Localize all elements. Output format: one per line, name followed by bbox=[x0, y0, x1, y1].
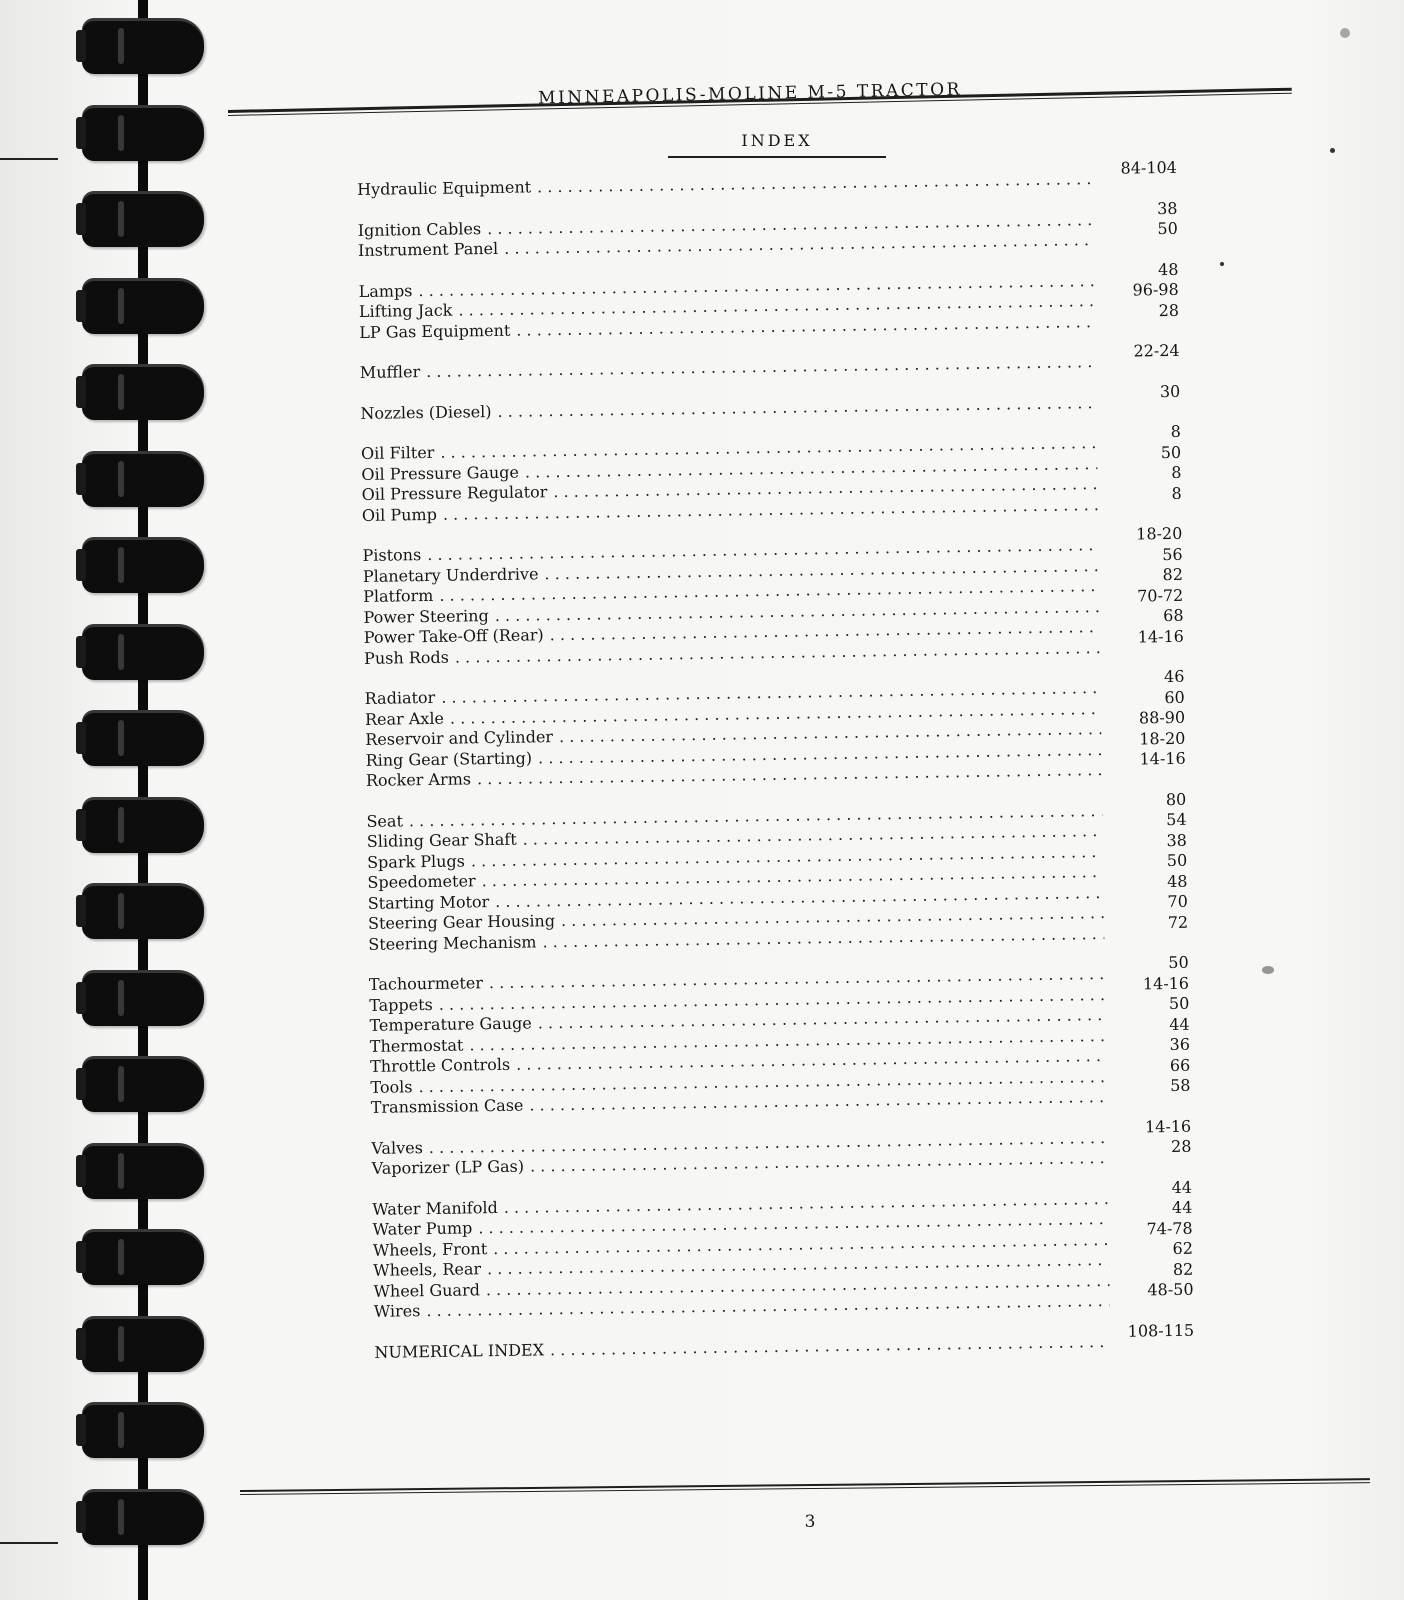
index-page-ref: 38 bbox=[1166, 830, 1188, 850]
index-page-ref: 36 bbox=[1169, 1034, 1191, 1055]
index-term: NUMERICAL INDEX bbox=[374, 1339, 545, 1362]
index-page-ref: 88-90 bbox=[1138, 707, 1186, 728]
index-term: Wires bbox=[373, 1301, 421, 1321]
index-term: Rocker Arms bbox=[365, 769, 472, 790]
binding-coil bbox=[82, 537, 204, 593]
index-page-ref: 50 bbox=[1168, 993, 1190, 1014]
paper-speck bbox=[1330, 148, 1335, 153]
paper-speck bbox=[1340, 28, 1350, 38]
binding-coil bbox=[82, 1316, 204, 1372]
index-term: Wheels, Front bbox=[372, 1238, 488, 1260]
index-term: Ring Gear (Starting) bbox=[365, 747, 533, 770]
dot-leader bbox=[537, 169, 1093, 198]
index-letter-group bbox=[357, 198, 1179, 261]
index-page-ref: 70 bbox=[1167, 891, 1188, 912]
index-letter-group bbox=[357, 157, 1178, 201]
index-letter-group bbox=[368, 952, 1191, 1119]
index-term: Instrument Panel bbox=[357, 238, 499, 260]
index-term: Tools bbox=[370, 1076, 413, 1097]
index-entry bbox=[357, 157, 1178, 201]
index-term: Wheels, Rear bbox=[373, 1259, 482, 1280]
index-page-ref: 54 bbox=[1166, 809, 1187, 830]
index-letter-group bbox=[362, 523, 1184, 669]
index-page-ref: 22-24 bbox=[1133, 340, 1180, 361]
index-term: Thermostat bbox=[369, 1035, 464, 1056]
index-term: Seat bbox=[366, 810, 404, 831]
index-page-ref: 14-16 bbox=[1137, 626, 1184, 646]
index-term: Speedometer bbox=[367, 871, 476, 892]
index-page-ref: 14-16 bbox=[1142, 973, 1190, 993]
index-term: Planetary Underdrive bbox=[362, 563, 539, 586]
index-page-ref: 68 bbox=[1163, 605, 1184, 626]
index-term: Water Manifold bbox=[372, 1197, 498, 1219]
index-letter-group bbox=[364, 666, 1186, 792]
index-page-ref: 58 bbox=[1170, 1075, 1191, 1096]
index-page-ref: 14-16 bbox=[1144, 1116, 1192, 1136]
index-page-ref: 48 bbox=[1166, 871, 1188, 891]
index-letter-group bbox=[358, 259, 1180, 343]
index-page-ref: 50 bbox=[1166, 850, 1188, 871]
index-term: Pistons bbox=[362, 545, 422, 565]
index-term: Push Rods bbox=[363, 647, 450, 668]
index-letter-group bbox=[359, 340, 1180, 384]
index-page-ref: 48 bbox=[1157, 259, 1179, 279]
index-list bbox=[357, 157, 1195, 1383]
index-page-ref: 50 bbox=[1157, 218, 1178, 239]
binding-coil bbox=[82, 278, 204, 334]
index-term: Tappets bbox=[369, 994, 433, 1015]
index-letter-group bbox=[360, 421, 1182, 526]
index-letter-group bbox=[371, 1116, 1192, 1179]
index-term: Starting Motor bbox=[367, 891, 490, 913]
binding-coil bbox=[82, 1229, 204, 1285]
index-term: Oil Pressure Regulator bbox=[361, 482, 548, 504]
index-page-ref: 82 bbox=[1162, 564, 1184, 585]
index-heading: INDEX bbox=[668, 131, 886, 158]
index-term: Steering Gear Housing bbox=[367, 911, 556, 933]
index-page-ref: 60 bbox=[1164, 687, 1185, 707]
paper-speck bbox=[1220, 262, 1224, 266]
index-entry bbox=[374, 1320, 1195, 1363]
index-term: Oil Pressure Gauge bbox=[361, 462, 520, 484]
index-term: Radiator bbox=[364, 687, 436, 708]
binding-coil bbox=[82, 797, 204, 853]
running-title: MINNEAPOLIS-MOLINE M-5 TRACTOR bbox=[537, 79, 963, 109]
numerical-index-group bbox=[374, 1320, 1195, 1363]
index-page-ref: 30 bbox=[1159, 381, 1181, 401]
index-page-ref: 72 bbox=[1167, 912, 1189, 932]
index-page-ref: 70-72 bbox=[1136, 585, 1184, 605]
index-page-ref: 8 bbox=[1171, 462, 1182, 482]
previous-page-edge-bottom bbox=[0, 1542, 58, 1544]
binding-coil bbox=[82, 191, 204, 247]
index-term: Rear Axle bbox=[364, 708, 445, 729]
index-page-ref: 46 bbox=[1163, 666, 1185, 687]
index-page-ref: 28 bbox=[1170, 1136, 1192, 1157]
index-page-ref: 96-98 bbox=[1132, 279, 1179, 300]
index-term: Oil Filter bbox=[360, 442, 435, 463]
index-term: Water Pump bbox=[372, 1218, 473, 1239]
index-term: Reservoir and Cylinder bbox=[365, 727, 554, 749]
index-page-ref: 44 bbox=[1171, 1197, 1193, 1218]
index-page-ref: 44 bbox=[1169, 1014, 1190, 1034]
index-page-ref: 38 bbox=[1157, 198, 1178, 218]
index-entry bbox=[359, 340, 1180, 384]
index-term: Lifting Jack bbox=[358, 300, 453, 321]
dot-leader bbox=[550, 1331, 1111, 1360]
binding-coil bbox=[82, 624, 204, 680]
index-page-ref: 84-104 bbox=[1120, 157, 1178, 178]
index-term: Platform bbox=[363, 585, 434, 606]
binding-coil bbox=[82, 883, 204, 939]
index-letter-group bbox=[360, 381, 1181, 424]
binding-coil bbox=[82, 970, 204, 1026]
index-page-ref: 82 bbox=[1172, 1259, 1194, 1279]
index-page-ref: 14-16 bbox=[1139, 748, 1186, 769]
dot-leader bbox=[426, 352, 1096, 382]
index-term: Sliding Gear Shaft bbox=[366, 829, 517, 851]
index-term: Throttle Controls bbox=[370, 1054, 511, 1076]
binding-coil bbox=[82, 1402, 204, 1458]
binding-coil bbox=[82, 451, 204, 507]
index-letter-group bbox=[366, 789, 1189, 955]
index-term: Hydraulic Equipment bbox=[357, 177, 532, 199]
index-term: Nozzles (Diesel) bbox=[360, 401, 492, 423]
index-page-ref: 48-50 bbox=[1147, 1279, 1194, 1300]
binding-coil bbox=[82, 1143, 204, 1199]
index-page-ref: 50 bbox=[1160, 442, 1182, 462]
index-term: Valves bbox=[371, 1137, 423, 1158]
index-page-ref: 108-115 bbox=[1127, 1320, 1195, 1341]
binding-coil bbox=[82, 710, 204, 766]
index-page-ref: 66 bbox=[1169, 1055, 1191, 1075]
index-entry bbox=[360, 381, 1181, 424]
index-page-ref: 62 bbox=[1172, 1238, 1194, 1259]
index-page-ref: 44 bbox=[1171, 1177, 1193, 1197]
index-term: Wheel Guard bbox=[373, 1279, 481, 1301]
index-term: Lamps bbox=[358, 280, 413, 301]
index-page-ref: 74-78 bbox=[1146, 1218, 1193, 1238]
index-page-ref: 80 bbox=[1165, 789, 1187, 809]
index-page-ref: 56 bbox=[1162, 544, 1183, 564]
binding-coil bbox=[82, 18, 204, 74]
binding-coil bbox=[82, 1056, 204, 1112]
index-page-ref: 8 bbox=[1170, 421, 1181, 441]
index-term: Muffler bbox=[359, 362, 421, 382]
index-term: Oil Pump bbox=[361, 504, 438, 525]
page-number: 3 bbox=[804, 1512, 816, 1532]
index-page-ref: 18-20 bbox=[1139, 728, 1186, 748]
index-page-ref: 50 bbox=[1168, 952, 1189, 973]
index-term: Ignition Cables bbox=[357, 218, 482, 240]
paper-speck bbox=[1262, 966, 1274, 974]
index-page-ref: 28 bbox=[1158, 300, 1180, 320]
binding-coil bbox=[82, 105, 204, 161]
index-letter-group bbox=[372, 1177, 1194, 1322]
index-term: LP Gas Equipment bbox=[359, 320, 511, 342]
index-term: Vaporizer (LP Gas) bbox=[371, 1156, 525, 1178]
index-term: Spark Plugs bbox=[366, 850, 466, 872]
index-term: Power Take-Off (Rear) bbox=[363, 625, 544, 647]
index-term: Temperature Gauge bbox=[369, 1013, 532, 1035]
binding-coil bbox=[82, 364, 204, 420]
index-term: Tachourmeter bbox=[368, 973, 484, 994]
index-page-ref: 18-20 bbox=[1136, 523, 1183, 544]
index-page-ref: 8 bbox=[1171, 483, 1182, 503]
index-term: Steering Mechanism bbox=[368, 931, 537, 954]
binding-coil bbox=[82, 1489, 204, 1545]
previous-page-edge bbox=[0, 158, 58, 160]
dot-leader bbox=[497, 393, 1096, 422]
footer-rule bbox=[240, 1478, 1370, 1495]
index-term: Transmission Case bbox=[370, 1095, 524, 1117]
index-term: Power Steering bbox=[363, 605, 489, 627]
